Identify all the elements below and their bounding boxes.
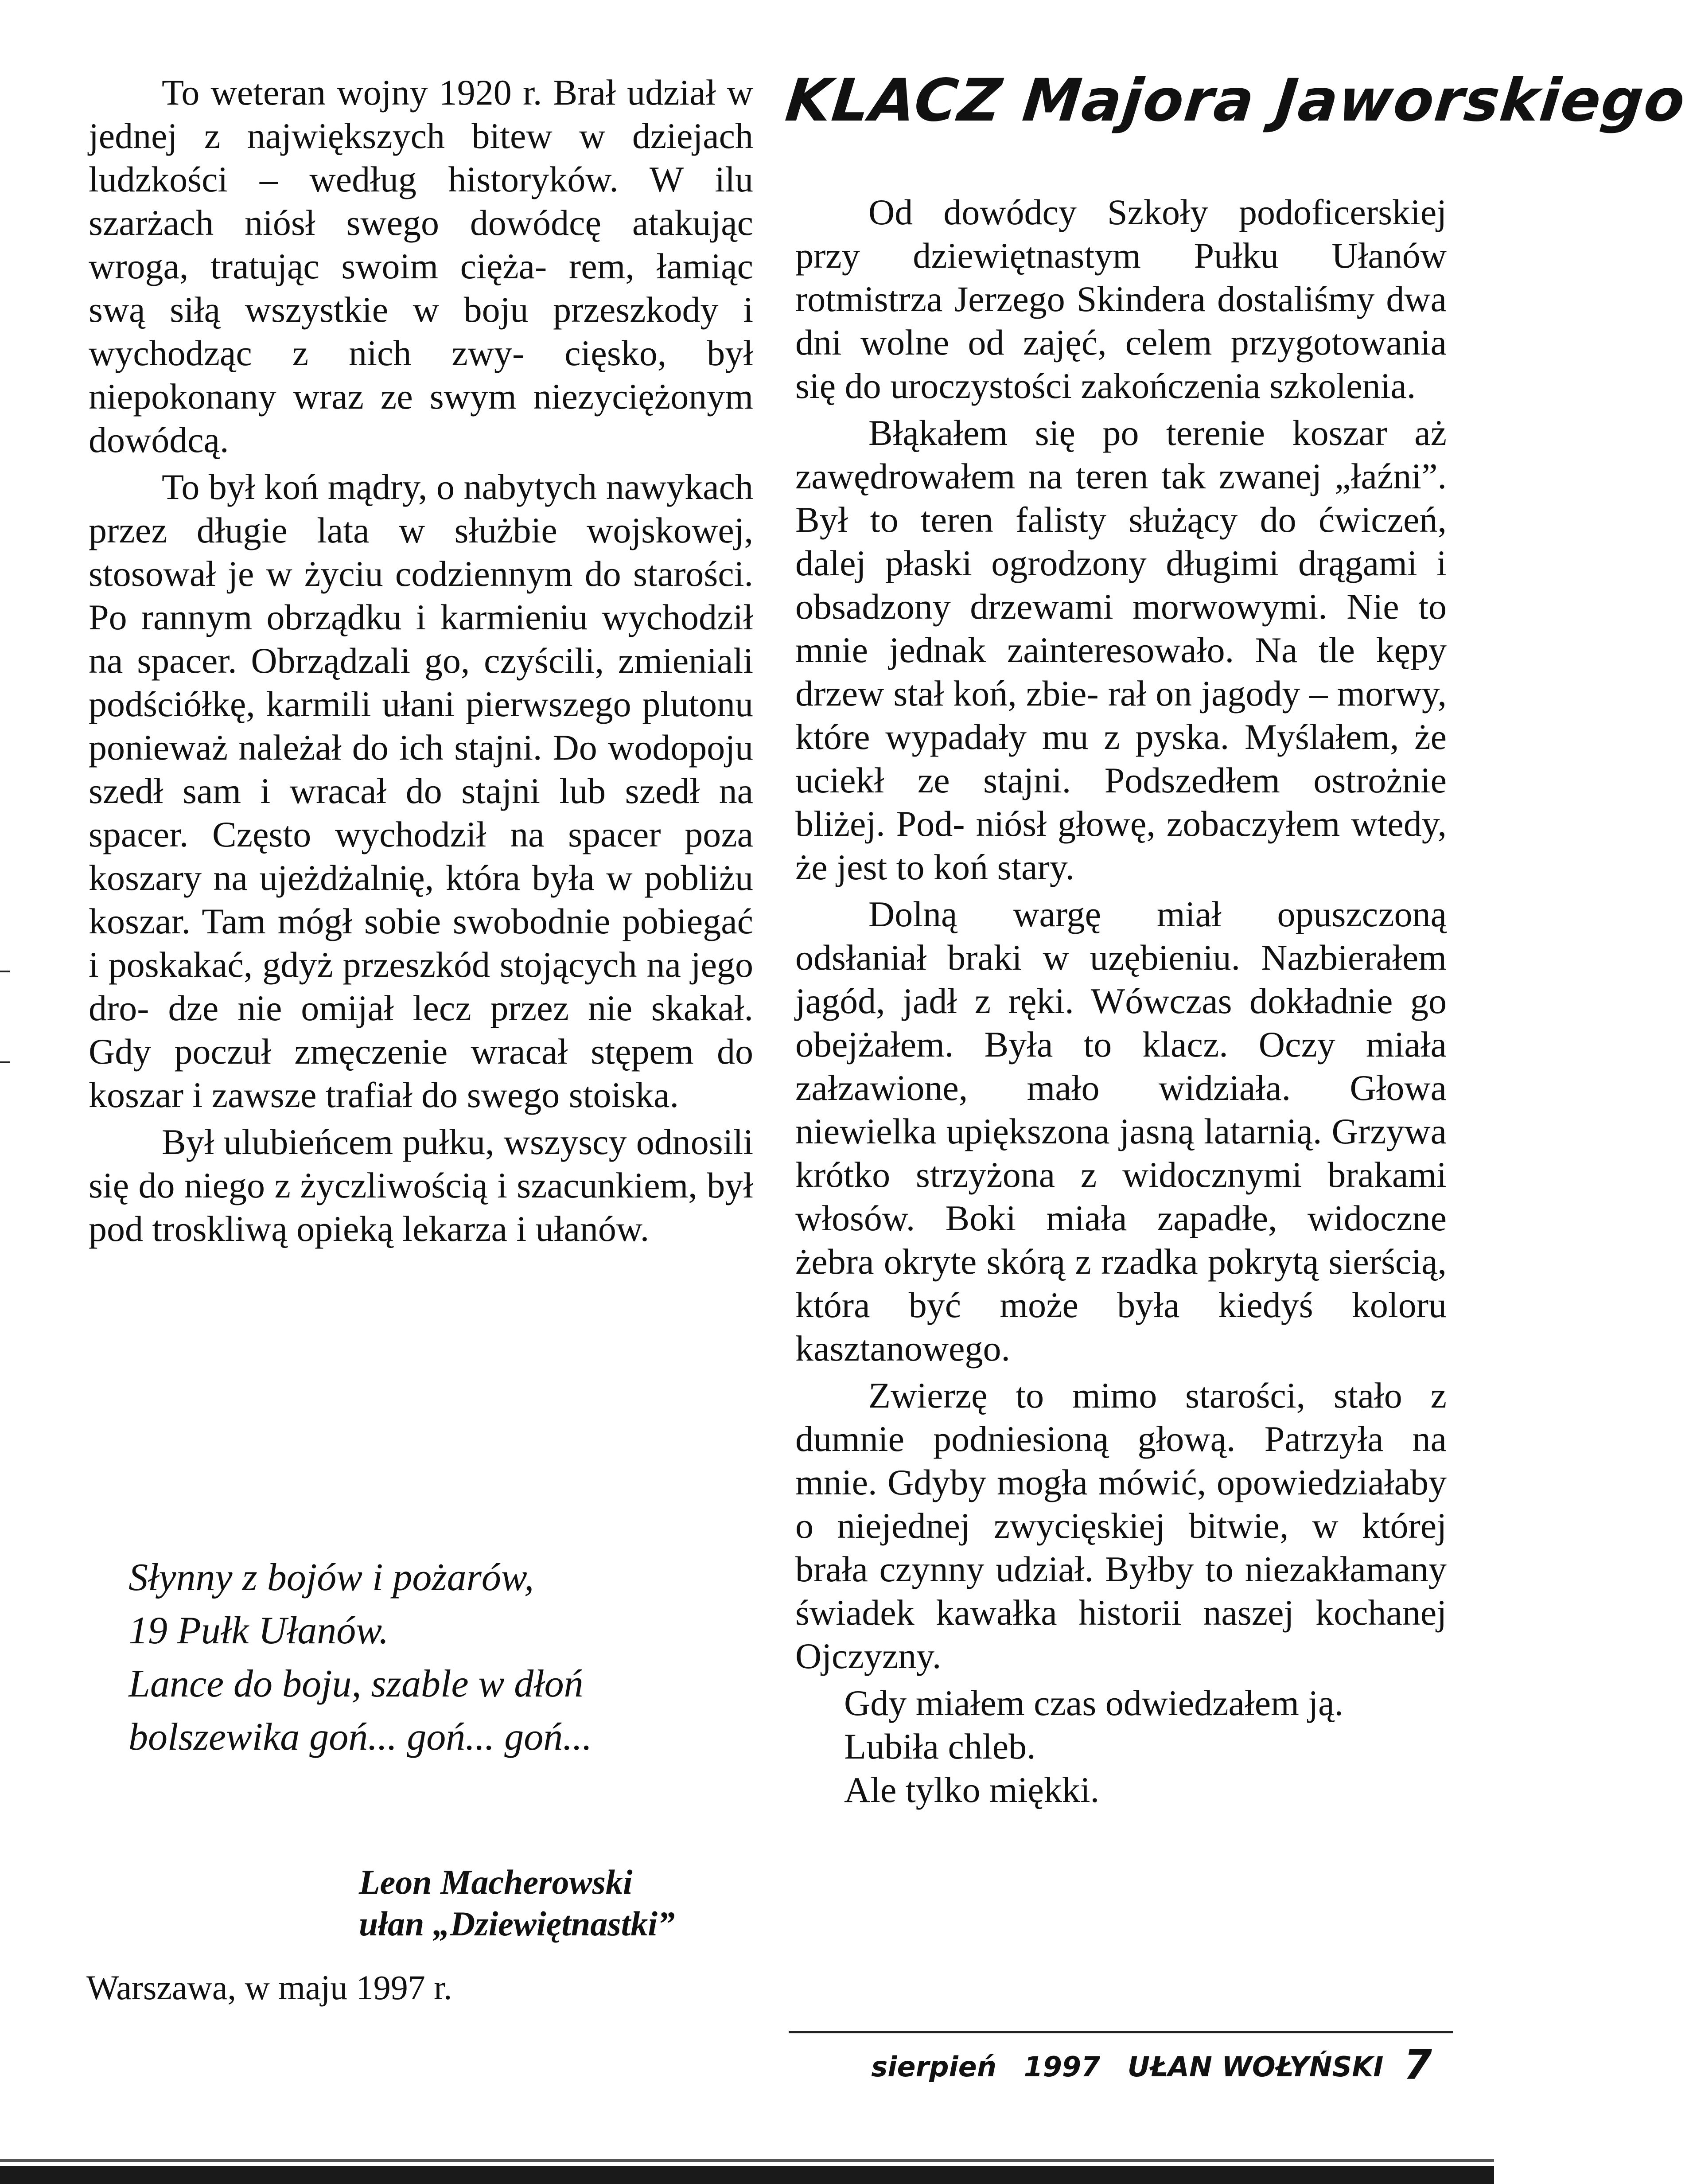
- place-date: Warszawa, w maju 1997 r.: [86, 1968, 452, 2007]
- page-footer: [871, 2041, 1432, 2089]
- right-column: [795, 191, 1447, 1812]
- left-column: [89, 71, 753, 1254]
- closing-line: Ale tylko miękki.: [844, 1770, 1100, 1810]
- scan-bottom-edge: [0, 2166, 1494, 2184]
- paragraph-favourite: Był ulubieńcem pułku, wszyscy odnosili się do niego z życzliwością i szacunkiem, był pod troskliwą opieką lekarza i ułanów.: [89, 1122, 753, 1249]
- paragraph-veteran: To weteran wojny 1920 r. Brał udział w jednej z największych bitew w dziejach ludzkości – według historyków. W ilu szarżach niósł swego dowódcę atakując wroga, tratując swoim cięża- rem, łamiąc swą siłą wszystkie w boju przeszkody i wychodząc z nich zwy- cięsko, był niepokonany wraz ze swym niezyciężonym dowódcą.: [89, 72, 753, 460]
- poem-line: Słynny z bojów i pożarów,: [128, 1556, 534, 1599]
- closing-line: Gdy miałem czas odwiedzałem ją.: [844, 1683, 1344, 1723]
- article-title: KLACZ Majora Jaworskiego: [782, 66, 1689, 135]
- paragraph-description: Dolną wargę miał opuszczoną odsłaniał braki w uzębieniu. Nazbierałem jagód, jadł z ręki. Wówczas dokładnie go obejżałem. Była to klacz. Oczy miała załzawione, mało widziała. Głowa niewielka upiększona jasną latarnią. Grzywa krótko strzyżona z widocznymi brakami włosów. Boki miała zapadłe, widoczne żebra okryte skórą z rzadka pokrytą sierścią, która być może była kiedyś koloru kasztanowego.: [795, 894, 1447, 1369]
- poem-line: bolszewika goń... goń... goń...: [128, 1716, 592, 1759]
- footer-rule: [789, 2031, 1453, 2033]
- paragraph-wandering: Błąkałem się po terenie koszar aż zawędrowałem na teren tak zwanej „łaźni”. Był to teren falisty służący do ćwiczeń, dalej płaski ogrodzony długimi drągami i obsadzony drzewami morwowymi. Nie to mnie jednak zainteresowało. Na tle kępy drzew stał koń, zbie- rał on jagody – morwy, które wypadały mu z pyska. Myślałem, że uciekł ze stajni. Podszedłem ostrożnie bliżej. Pod- niósł głowę, zobaczyłem wtedy, że jest to koń stary.: [795, 413, 1447, 887]
- paragraph-proud: Zwierzę to mimo starości, stało z dumnie podniesioną głową. Patrzyła na mnie. Gdyby mogła mówić, opowiedziałaby o niejednej zwycięskiej bitwie, w której brała czynny udział. Byłby to niezakłamany świadek kawałka historii naszej kochanej Ojczyzny.: [795, 1375, 1447, 1676]
- poem-line: Lance do boju, szable w dłoń: [128, 1662, 584, 1705]
- scan-edge-line: [0, 2159, 1494, 2162]
- author-role: ułan „Dziewiętnastki”: [359, 1904, 675, 1943]
- scan-margin-mark: [0, 971, 10, 972]
- footer-magazine: UŁAN WOŁYŃSKI: [1127, 2051, 1384, 2083]
- page-number: 7: [1403, 2041, 1432, 2089]
- author-name: Leon Macherowski: [359, 1863, 633, 1901]
- author-signature: [359, 1861, 758, 1945]
- poem: [128, 1551, 749, 1764]
- paragraph-school: Od dowódcy Szkoły podoficerskiej przy dziewiętnastym Pułku Ułanów rotmistrza Jerzego Skindera dostaliśmy dwa dni wolne od zajęć, celem przygotowania się do uroczystości zakończenia szkolenia.: [795, 192, 1447, 406]
- scan-margin-mark: [0, 1061, 10, 1063]
- paragraph-wise-horse: To był koń mądry, o nabytych nawykach przez długie lata w służbie wojskowej, stosował je w życiu codziennym do starości. Po rannym obrządku i karmieniu wychodził na spacer. Obrządzali go, czyścili, zmieniali podściółkę, karmili ułani pierwszego plutonu ponieważ należał do ich stajni. Do wodopoju szedł sam i wracał do stajni lub szedł na spacer. Często wychodził na spacer poza koszary na ujeżdżalnię, która była w pobliżu koszar. Tam mógł sobie swobodnie pobiegać i poskakać, gdyż przeszkód stojących na jego dro- dze nie omijał lecz przez nie skakał. Gdy poczuł zmęczenie wracał stępem do koszar i zawsze trafiał do swego stoiska.: [89, 467, 753, 1115]
- poem-line: 19 Pułk Ułanów.: [128, 1609, 389, 1652]
- footer-year: 1997: [1024, 2051, 1101, 2083]
- footer-month: sierpień: [871, 2051, 996, 2083]
- closing-line: Lubiła chleb.: [844, 1726, 1036, 1767]
